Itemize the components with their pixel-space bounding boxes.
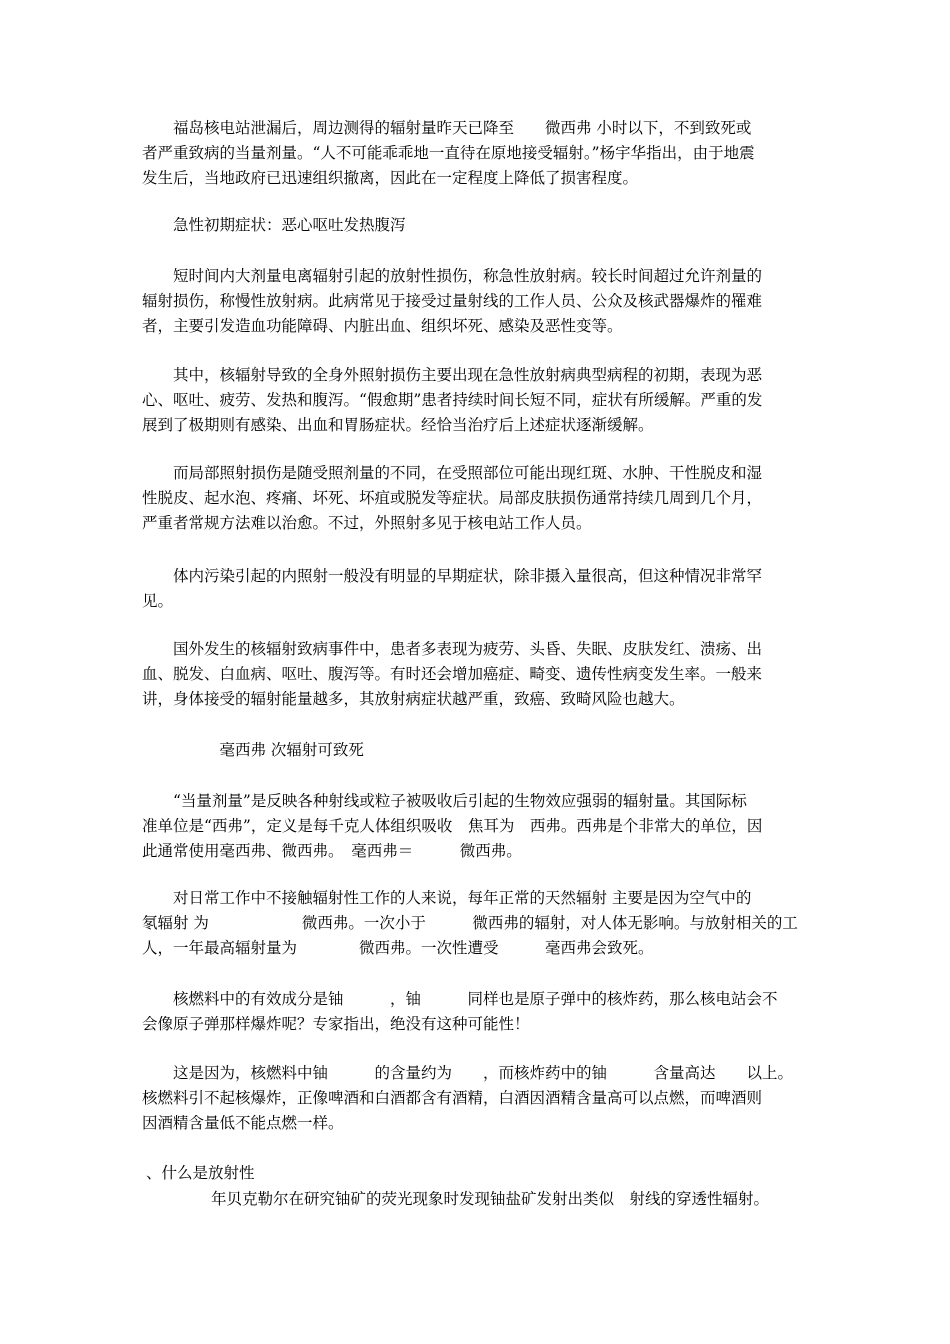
text-line: 福岛核电站泄漏后，周边测得的辐射量昨天已降至 微西弗 小时以下，不到致死或 <box>142 119 752 137</box>
paragraph-external-exposure <box>142 363 814 438</box>
text-line: 人，一年最高辐射量为 微西弗。一次性遭受 毫西弗会致死。 <box>142 939 654 957</box>
text-line: 心、呕吐、疲劳、发热和腹泻。“假愈期”患者持续时间长短不同，症状有所缓解。严重的发 <box>142 391 763 409</box>
text-line: 国外发生的核辐射致病事件中，患者多表现为疲劳、头昏、失眠、皮肤发红、溃疡、出 <box>142 640 763 658</box>
text-line: 氡辐射 为 微西弗。一次小于 微西弗的辐射，对人体无影响。与放射相关的工 <box>142 914 798 932</box>
text-line: 严重者常规方法难以治愈。不过，外照射多见于核电站工作人员。 <box>142 514 592 532</box>
paragraph-local-exposure <box>142 461 814 536</box>
text-line: 体内污染引起的内照射一般没有明显的早期症状，除非摄入量很高，但这种情况非常罕 <box>142 567 763 585</box>
paragraph-internal-exposure <box>142 564 814 614</box>
text-line: “当量剂量”是反映各种射线或粒子被吸收后引起的生物效应强弱的辐射量。其国际标 <box>142 792 747 810</box>
paragraph-nuclear-fuel <box>142 987 814 1037</box>
subheading-lethal-dose <box>142 738 814 763</box>
text-line: 核燃料中的有效成分是铀 ，铀 同样也是原子弹中的核炸药，那么核电站会不 <box>142 990 778 1008</box>
text-line: 见。 <box>142 592 174 610</box>
text-line: 辐射损伤，称慢性放射病。此病常见于接受过量射线的工作人员、公众及核武器爆炸的罹难 <box>142 292 763 310</box>
paragraph-fukushima <box>142 116 814 191</box>
section-heading: 、什么是放射性 <box>146 1164 255 1182</box>
text-line: 其中，核辐射导致的全身外照射损伤主要出现在急性放射病典型病程的初期，表现为恶 <box>142 366 763 384</box>
paragraph-foreign-cases <box>142 637 814 712</box>
text-line: 此通常使用毫西弗、微西弗。 毫西弗＝ 微西弗。 <box>142 842 522 860</box>
subheading-acute-symptoms <box>142 213 814 238</box>
text-line: 准单位是“西弗”，定义是每千克人体组织吸收 焦耳为 西弗。西弗是个非常大的单位，因 <box>142 817 763 835</box>
text-line: 因酒精含量低不能点燃一样。 <box>142 1114 344 1132</box>
paragraph-equivalent-dose <box>142 789 814 864</box>
text-line: 毫西弗 次辐射可致死 <box>142 741 364 759</box>
paragraph-uranium-content <box>142 1061 814 1136</box>
paragraph-natural-radiation <box>142 886 814 961</box>
text-line: 这是因为，核燃料中铀 的含量约为 ，而核炸药中的铀 含量高达 以上。 <box>142 1064 794 1082</box>
text-line: 者严重致病的当量剂量。“人不可能乖乖地一直待在原地接受辐射。”杨宇华指出，由于地震 <box>142 144 755 162</box>
text-line: 对日常工作中不接触辐射性工作的人来说，每年正常的天然辐射 主要是因为空气中的 <box>142 889 752 907</box>
text-line: 发生后，当地政府已迅速组织撤离，因此在一定程度上降低了损害程度。 <box>142 169 639 187</box>
text-line: 展到了极期则有感染、出血和胃肠症状。经恰当治疗后上述症状逐渐缓解。 <box>142 416 654 434</box>
text-line: 讲，身体接受的辐射能量越多，其放射病症状越严重，致癌、致畸风险也越大。 <box>142 690 685 708</box>
text-line: 血、脱发、白血病、呕吐、腹泻等。有时还会增加癌症、畸变、遗传性病变发生率。一般来 <box>142 665 763 683</box>
text-line: 核燃料引不起核爆炸，正像啤酒和白酒都含有酒精，白酒因酒精含量高可以点燃，而啤酒则 <box>142 1089 763 1107</box>
paragraph-radiation-sickness <box>142 264 814 339</box>
text-line: 会像原子弹那样爆炸呢？专家指出，绝没有这种可能性！ <box>142 1015 530 1033</box>
text-line: 急性初期症状：恶心呕吐发热腹泻 <box>142 216 406 234</box>
text-line: 短时间内大剂量电离辐射引起的放射性损伤，称急性放射病。较长时间超过允许剂量的 <box>142 267 763 285</box>
text-line: 而局部照射损伤是随受照剂量的不同，在受照部位可能出现红斑、水肿、干性脱皮和湿 <box>142 464 763 482</box>
text-line: 者，主要引发造血功能障碍、内脏出血、组织坏死、感染及恶性变等。 <box>142 317 623 335</box>
final-line: 年贝克勒尔在研究铀矿的荧光现象时发现铀盐矿发射出类似 射线的穿透性辐射。 <box>211 1190 770 1208</box>
text-line: 性脱皮、起水泡、疼痛、坏死、坏疽或脱发等症状。局部皮肤损伤通常持续几周到几个月， <box>142 489 763 507</box>
